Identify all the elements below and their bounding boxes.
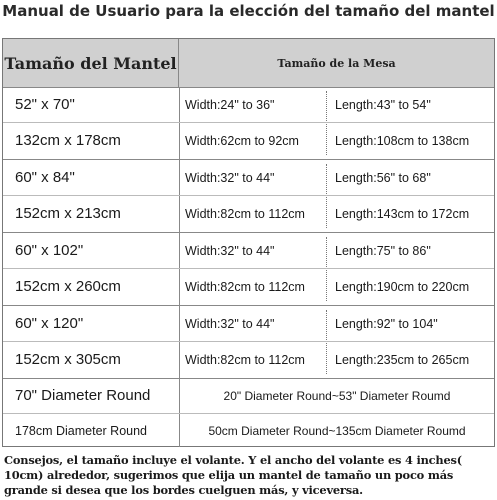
width-cm: Width:82cm to 112cm <box>185 280 305 294</box>
table-row <box>3 413 494 448</box>
size-cm: 152cm x 213cm <box>15 205 121 222</box>
length-cm: Length:108cm to 138cm <box>335 134 470 148</box>
round-size-cm: 178cm Diameter Round <box>15 424 148 438</box>
size-inches: 60" x 120" <box>15 315 84 332</box>
width-inches: Width:32" to 44" <box>185 244 275 258</box>
table-row <box>3 379 494 413</box>
length-inches: Length:75" to 86" <box>335 244 431 258</box>
width-inches: Width:32" to 44" <box>185 317 275 331</box>
size-cm: 152cm x 260cm <box>15 278 121 295</box>
header-table-size <box>179 39 494 87</box>
header-tablecloth-size: Tamaño del Mantel <box>3 39 179 87</box>
size-group <box>3 160 494 233</box>
length-inches: Length:56" to 68" <box>335 171 431 185</box>
size-inches: 60" x 84" <box>15 169 75 186</box>
size-inches: 60" x 102" <box>15 242 84 259</box>
header-table-size-label: Tamaño de la Mesa <box>277 56 396 70</box>
size-group <box>3 306 494 379</box>
round-table-cm: 50cm Diameter Round~135cm Diameter Roumd <box>208 424 466 438</box>
width-cm: Width:62cm to 92cm <box>185 134 299 148</box>
length-cm: Length:143cm to 172cm <box>335 207 470 221</box>
table-row <box>3 306 494 342</box>
round-table-inches: 20" Diameter Round~53" Diameter Roumd <box>223 389 451 403</box>
length-inches: Length:92" to 104" <box>335 317 438 331</box>
tips-note: Consejos, el tamaño incluye el volante. Y el ancho del volante es 4 inches( 10cm) alrededor, sugerimos que elija un mantel de tamaño un poco más grande si desea que los bordes cuelguen más, y viceversa. <box>4 453 462 497</box>
width-cm: Width:82cm to 112cm <box>185 207 305 221</box>
length-inches: Length:43" to 54" <box>335 98 431 112</box>
table-row <box>3 268 494 305</box>
page-title: Manual de Usuario para la elección del tamaño del mantel <box>2 2 495 20</box>
round-size-inches: 70" Diameter Round <box>15 387 151 404</box>
length-cm: Length:190cm to 220cm <box>335 280 470 294</box>
length-cm: Length:235cm to 265cm <box>335 353 470 367</box>
size-table <box>2 38 495 447</box>
table-row <box>3 195 494 232</box>
table-row <box>3 87 494 123</box>
table-row <box>3 341 494 378</box>
round-group <box>3 379 494 447</box>
size-cm: 132cm x 178cm <box>15 132 121 149</box>
table-row <box>3 160 494 196</box>
table-row <box>3 122 494 159</box>
size-group <box>3 233 494 306</box>
table-row <box>3 233 494 269</box>
table-header <box>3 39 494 88</box>
width-inches: Width:24" to 36" <box>185 98 275 112</box>
width-inches: Width:32" to 44" <box>185 171 275 185</box>
size-inches: 52" x 70" <box>15 96 75 113</box>
width-cm: Width:82cm to 112cm <box>185 353 305 367</box>
size-group <box>3 87 494 160</box>
size-cm: 152cm x 305cm <box>15 351 121 368</box>
